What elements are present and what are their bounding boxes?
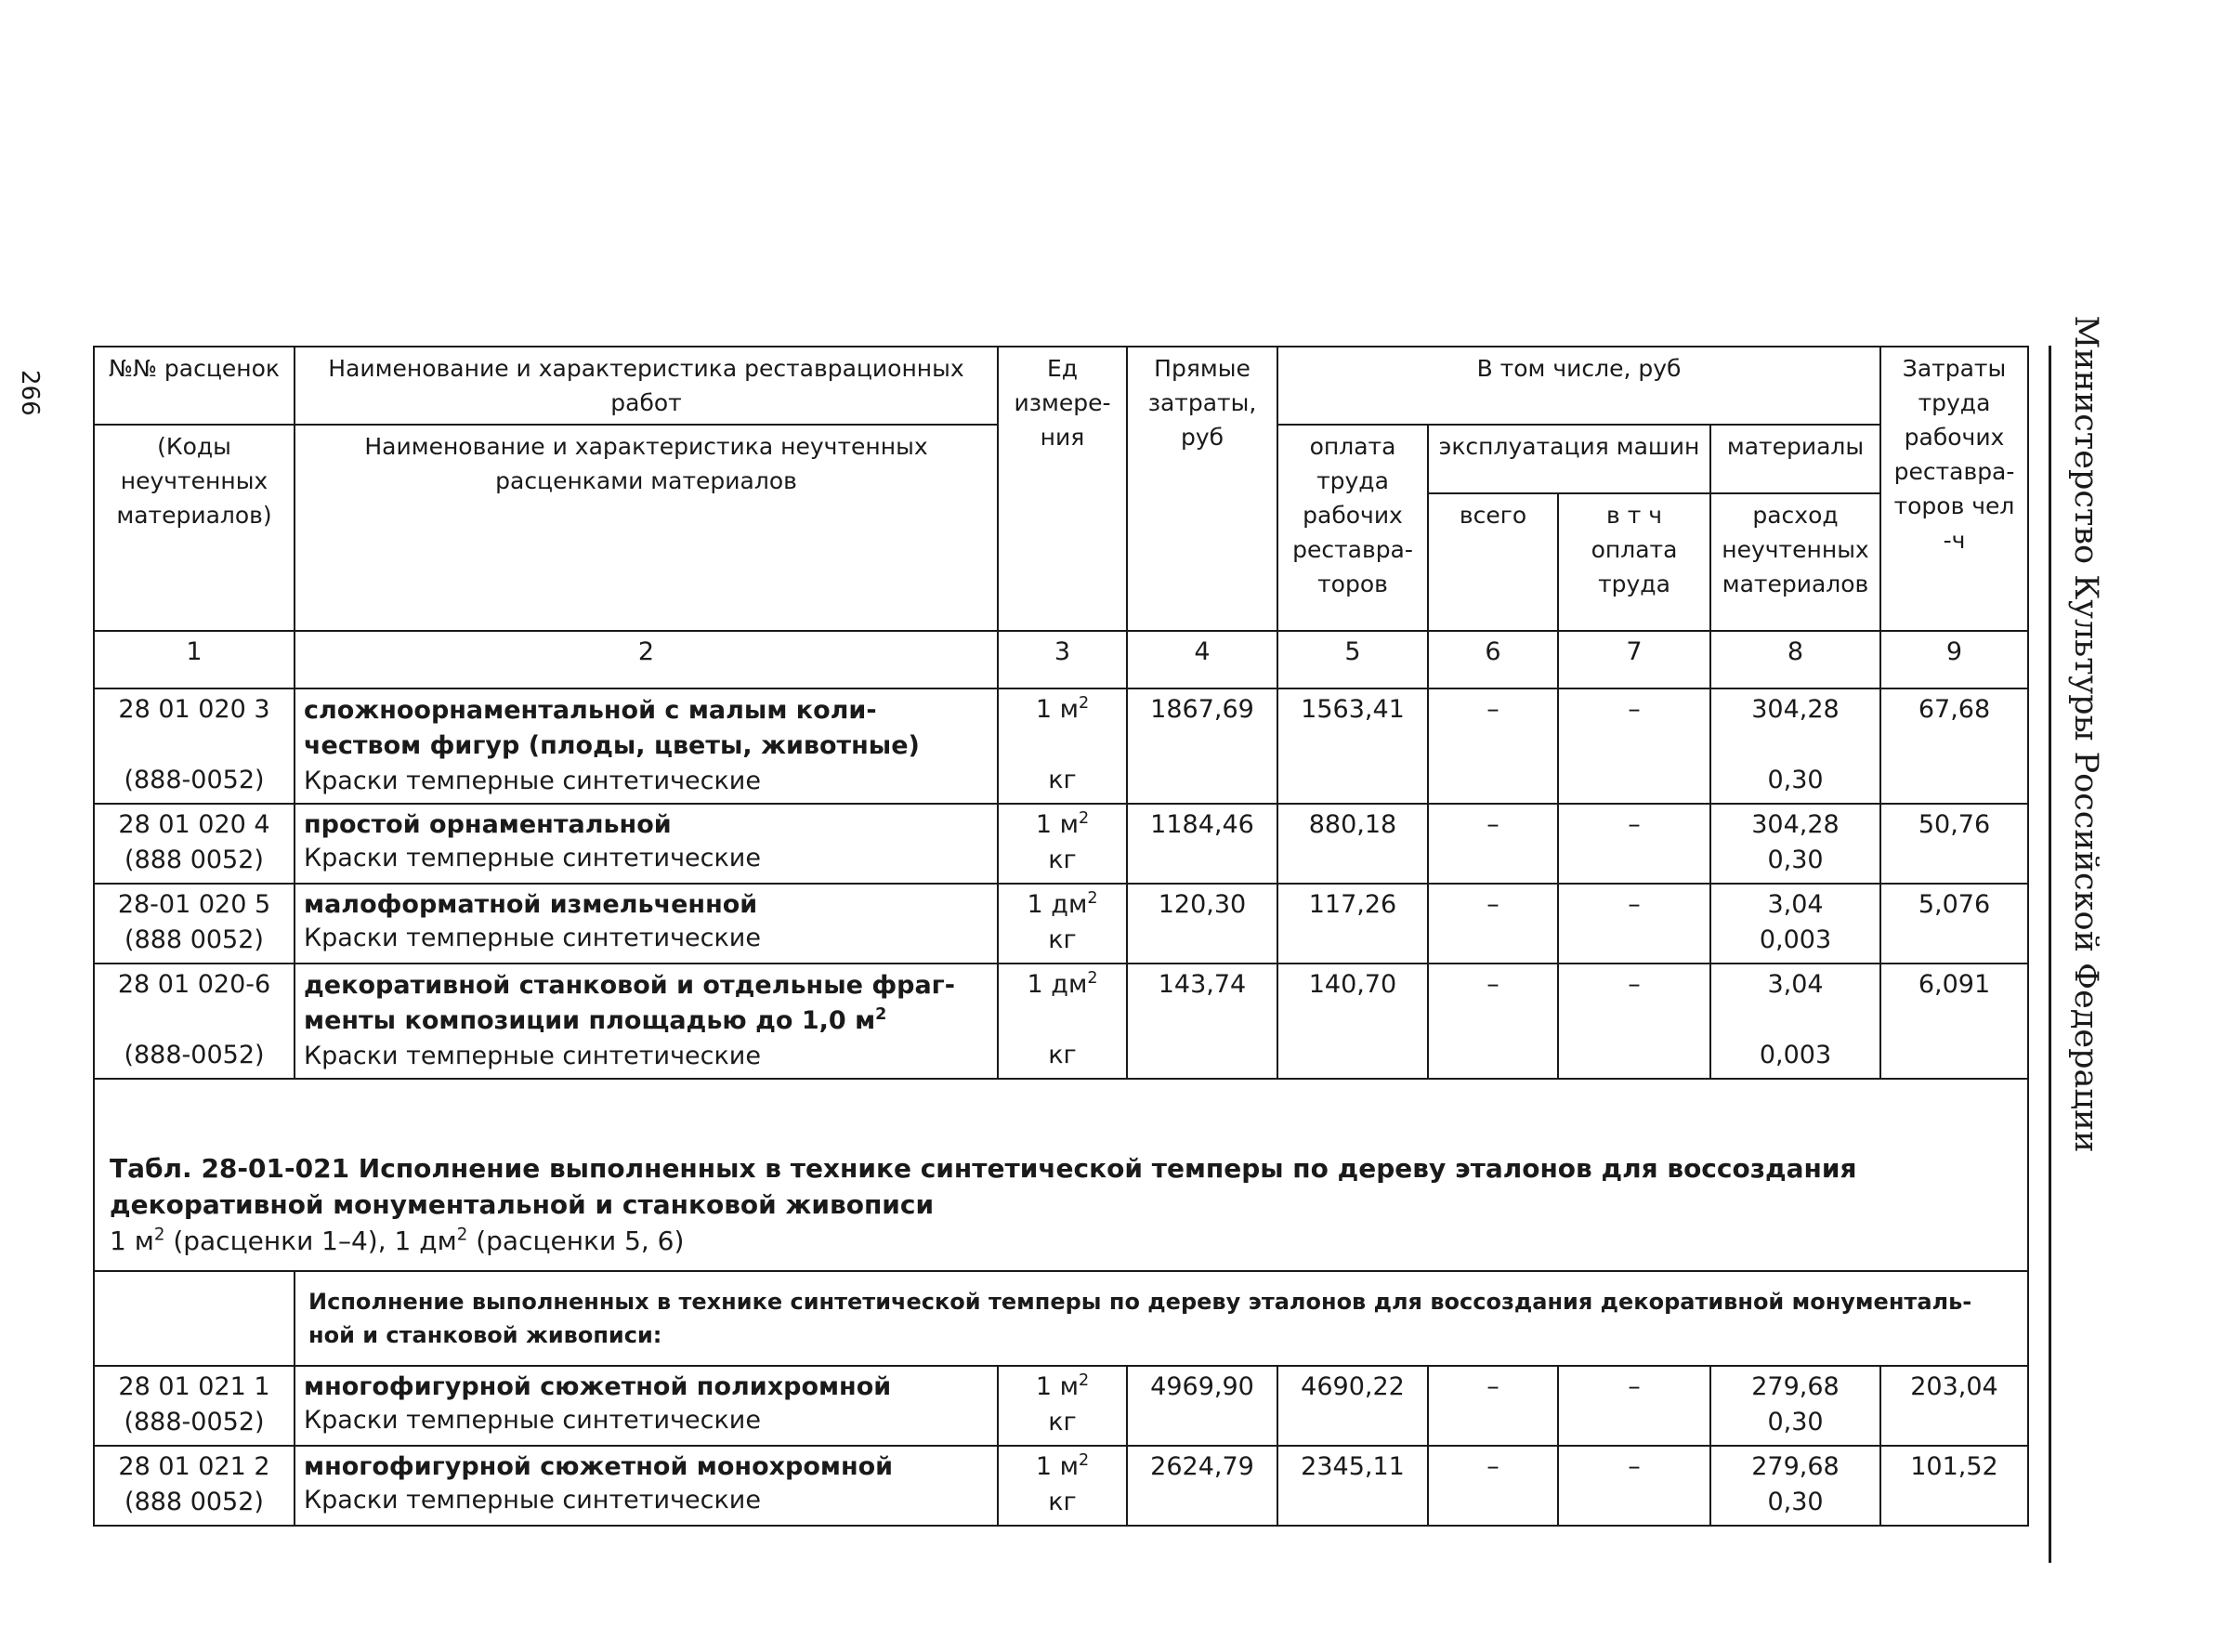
direct-cost: 4969,90: [1127, 1366, 1277, 1446]
materials-header: материалы: [1710, 425, 1880, 493]
unit-exponent: 2: [1087, 889, 1098, 908]
column-number: 2: [295, 631, 998, 688]
unit-exponent: 2: [1087, 969, 1098, 988]
unit-exponent: 2: [1078, 1371, 1090, 1390]
material-qty: 0,30: [1767, 846, 1824, 874]
material-code: (888 0052): [124, 846, 264, 874]
materials-cell: [1710, 688, 1880, 804]
machines-labor: –: [1558, 804, 1710, 884]
table-row: [94, 964, 2028, 1079]
column-number: 1: [94, 631, 295, 688]
column-number: 8: [1710, 631, 1880, 688]
rate-code-cell: [94, 804, 295, 884]
machines-labor: –: [1558, 1446, 1710, 1526]
machines-total: –: [1428, 1366, 1558, 1446]
col-material-name-header: Наименование и характеристика неучтенных расценками материалов: [295, 425, 998, 631]
materials-cell: [1710, 1366, 1880, 1446]
empty-cell: [94, 1271, 295, 1366]
col-code-header: №№ расценок: [94, 347, 295, 425]
rate-code: 28 01 021 1: [118, 1372, 270, 1401]
labor-cost: 2345,11: [1277, 1446, 1428, 1526]
material-name: Краски темперные синтетические: [304, 1486, 761, 1514]
rate-code: 28 01 020 4: [118, 810, 270, 839]
col-material-qty-header: расход неучтенных материалов: [1710, 493, 1880, 631]
materials-cell: [1710, 804, 1880, 884]
materials-cell: [1710, 1446, 1880, 1526]
column-number: 9: [1880, 631, 2028, 688]
table-row: [94, 1446, 2028, 1526]
name-cell: [295, 1366, 998, 1446]
table-row: [94, 884, 2028, 964]
material-unit: кг: [1048, 1041, 1077, 1069]
name-cell: [295, 884, 998, 964]
column-number: 6: [1428, 631, 1558, 688]
unit-cell: [998, 688, 1127, 804]
machines-labor: –: [1558, 884, 1710, 964]
unit: 1 м: [1035, 810, 1079, 839]
material-unit: кг: [1048, 846, 1077, 874]
area-exponent: 2: [875, 1005, 887, 1024]
col-unit-header: Ед измере-ния: [998, 347, 1127, 631]
work-name: простой орнаментальной: [304, 810, 672, 839]
material-name: Краски темперные синтетические: [304, 1406, 761, 1435]
rate-code-cell: [94, 688, 295, 804]
unit-cell: [998, 1446, 1127, 1526]
table-caption: [94, 1079, 2028, 1271]
col-direct-header: Прямые затраты, руб: [1127, 347, 1277, 631]
material-qty: 0,003: [1759, 925, 1832, 954]
caption-row: [94, 1079, 2028, 1271]
column-number: 5: [1277, 631, 1428, 688]
machines-header: эксплуатация машин: [1428, 425, 1710, 493]
machines-labor: –: [1558, 964, 1710, 1079]
labor-cost: 117,26: [1277, 884, 1428, 964]
unit: 1 м: [1035, 1452, 1079, 1481]
table-row: [94, 804, 2028, 884]
unit: 1 дм: [1027, 970, 1088, 999]
materials-cell: [1710, 964, 1880, 1079]
direct-cost: 1867,69: [1127, 688, 1277, 804]
col-material-code-header: (Коды неучтенных материалов): [94, 425, 295, 631]
subheading-row: [94, 1271, 2028, 1366]
caption-unit-exponent: 2: [153, 1225, 165, 1245]
caption-unit-b: (расценки 1–4), 1 дм: [164, 1226, 457, 1256]
material-qty: 0,003: [1759, 1041, 1832, 1069]
caption-units: [110, 1223, 2012, 1259]
unit-exponent: 2: [1078, 809, 1090, 828]
unit-cell: [998, 964, 1127, 1079]
caption-unit-a: 1 м: [110, 1226, 154, 1256]
material-code: (888-0052): [124, 1041, 265, 1069]
column-numbers-row: [94, 631, 2028, 688]
column-number: 7: [1558, 631, 1710, 688]
labor-cost: 1563,41: [1277, 688, 1428, 804]
material-name: Краски темперные синтетические: [304, 844, 761, 872]
unit: 1 м: [1035, 695, 1079, 724]
rate-code: 28 01 021 2: [118, 1452, 270, 1481]
work-name: сложноорнаментальной с малым коли-чеством фигур (плоды, цветы, животные): [304, 696, 920, 760]
direct-cost: 143,74: [1127, 964, 1277, 1079]
machines-labor: –: [1558, 1366, 1710, 1446]
unit: 1 м: [1035, 1372, 1079, 1401]
material-name: Краски темперные синтетические: [304, 1042, 761, 1070]
material-name: Краски темперные синтетические: [304, 767, 761, 795]
col-name-header: Наименование и характеристика реставрационных работ: [295, 347, 998, 425]
rate-code: 28-01 020 5: [117, 890, 271, 919]
running-head-text: Министерство Культуры Российской Федерации: [2067, 315, 2104, 1153]
materials-cost: 3,04: [1767, 970, 1824, 999]
material-code: (888 0052): [124, 1488, 264, 1516]
rate-code: 28 01 020-6: [117, 970, 271, 999]
caption-unit-c: (расценки 5, 6): [467, 1226, 685, 1256]
material-unit: кг: [1048, 1408, 1077, 1436]
materials-cost: 304,28: [1751, 695, 1840, 724]
unit: 1 дм: [1027, 890, 1088, 919]
running-head-rule: [2049, 346, 2051, 1563]
machines-total: –: [1428, 884, 1558, 964]
unit-exponent: 2: [1078, 694, 1090, 713]
materials-cell: [1710, 884, 1880, 964]
machines-total: –: [1428, 1446, 1558, 1526]
col-labor-header: оплата труда рабочих реставра-торов: [1277, 425, 1428, 631]
page-number: 266: [16, 370, 44, 416]
col-hours-header: Затраты труда рабочих реставра-торов чел -ч: [1880, 347, 2028, 631]
unit-exponent: 2: [1078, 1451, 1090, 1470]
work-name: малоформатной измельченной: [304, 890, 758, 919]
labor-cost: 880,18: [1277, 804, 1428, 884]
materials-cost: 279,68: [1751, 1452, 1840, 1481]
labor-cost: 4690,22: [1277, 1366, 1428, 1446]
name-cell: [295, 964, 998, 1079]
rate-code-cell: [94, 884, 295, 964]
name-cell: [295, 804, 998, 884]
col-mach-labor-header: в т ч оплата труда: [1558, 493, 1710, 631]
column-number: 3: [998, 631, 1127, 688]
material-code: (888-0052): [124, 1408, 265, 1436]
name-cell: [295, 688, 998, 804]
machines-total: –: [1428, 964, 1558, 1079]
work-name: многофигурной сюжетной полихромной: [304, 1372, 892, 1401]
name-cell: [295, 1446, 998, 1526]
material-code: (888-0052): [124, 766, 265, 794]
caption-title: Табл. 28-01-021 Исполнение выполненных в технике синтетической темперы по дереву эталонов для воссоздания декоративной монументальной и станковой живописи: [110, 1153, 1857, 1220]
column-number: 4: [1127, 631, 1277, 688]
caption-unit-exponent: 2: [456, 1225, 468, 1245]
group-header: В том числе, руб: [1277, 347, 1880, 425]
direct-cost: 2624,79: [1127, 1446, 1277, 1526]
direct-cost: 120,30: [1127, 884, 1277, 964]
work-name: декоративной станковой и отдельные фраг-менты композиции площадью до 1,0 м: [304, 971, 955, 1035]
machines-total: –: [1428, 804, 1558, 884]
rate-code-cell: [94, 1366, 295, 1446]
header-row-1: [94, 347, 2028, 425]
direct-cost: 1184,46: [1127, 804, 1277, 884]
labor-hours: 50,76: [1880, 804, 2028, 884]
section-subheading: Исполнение выполненных в технике синтетической темперы по дереву эталонов для воссоздания декоративной монументаль-ной и станковой живописи:: [295, 1271, 2028, 1366]
table-row: [94, 688, 2028, 804]
material-qty: 0,30: [1767, 766, 1824, 794]
material-unit: кг: [1048, 925, 1077, 954]
labor-hours: 203,04: [1880, 1366, 2028, 1446]
rate-code: 28 01 020 3: [118, 695, 270, 724]
labor-cost: 140,70: [1277, 964, 1428, 1079]
running-head: [2053, 315, 2118, 1153]
labor-hours: 5,076: [1880, 884, 2028, 964]
materials-cost: 304,28: [1751, 810, 1840, 839]
rates-table: [93, 346, 2029, 1527]
unit-cell: [998, 1366, 1127, 1446]
unit-cell: [998, 884, 1127, 964]
rate-code-cell: [94, 964, 295, 1079]
rate-code-cell: [94, 1446, 295, 1526]
material-unit: кг: [1048, 766, 1077, 794]
materials-cost: 279,68: [1751, 1372, 1840, 1401]
material-qty: 0,30: [1767, 1408, 1824, 1436]
labor-hours: 101,52: [1880, 1446, 2028, 1526]
material-code: (888 0052): [124, 925, 264, 954]
material-unit: кг: [1048, 1488, 1077, 1516]
table-row: [94, 1366, 2028, 1446]
labor-hours: 67,68: [1880, 688, 2028, 804]
machines-total: –: [1428, 688, 1558, 804]
labor-hours: 6,091: [1880, 964, 2028, 1079]
material-name: Краски темперные синтетические: [304, 924, 761, 952]
work-name: многофигурной сюжетной монохромной: [304, 1452, 894, 1481]
machines-labor: –: [1558, 688, 1710, 804]
material-qty: 0,30: [1767, 1488, 1824, 1516]
col-mach-total-header: всего: [1428, 493, 1558, 631]
unit-cell: [998, 804, 1127, 884]
materials-cost: 3,04: [1767, 890, 1824, 919]
